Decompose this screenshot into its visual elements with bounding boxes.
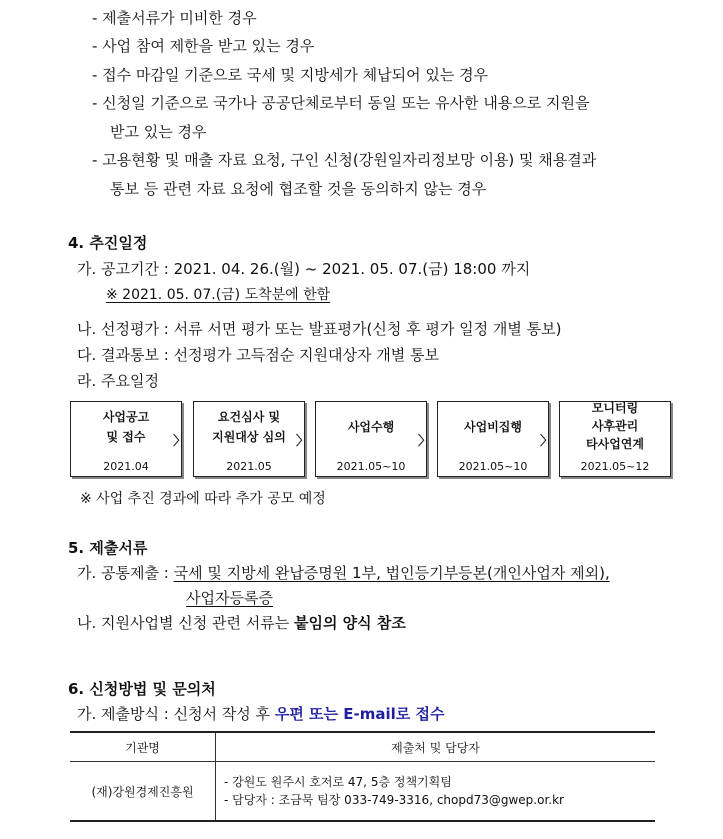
schedule-step: [559, 401, 671, 477]
contact-address: - 강원도 원주시 호저로 47, 5층 정책기획팀: [224, 775, 452, 789]
schedule-item: 라. 주요일정: [77, 372, 159, 390]
section-heading: 4. 추진일정: [68, 234, 148, 252]
schedule-step-date: 2021.05~12: [580, 460, 650, 473]
submission-method-suffix: 로 접수: [395, 705, 445, 723]
common-docs-list: 국세 및 지방세 완납증명원 1부, 법인등기부등본(개인사업자 제외),: [173, 564, 610, 582]
submission-method-email: E-mail: [343, 705, 396, 723]
common-docs-label: 가. 공통제출 :: [77, 564, 174, 582]
exclusion-item-continued: 받고 있는 경우: [110, 123, 207, 141]
schedule-step: [193, 401, 305, 477]
contact-detail: [216, 762, 656, 822]
exclusion-item-continued: 통보 등 관련 자료 요청에 협조할 것을 동의하지 않는 경우: [110, 180, 487, 198]
schedule-step-title: 사업비집행: [464, 420, 522, 434]
section-heading: 5. 제출서류: [68, 539, 148, 557]
contact-table: [70, 731, 655, 822]
result-item: 다. 결과통보 : 선정평가 고득점순 지원대상자 개별 통보: [77, 346, 439, 364]
schedule-step-date: 2021.05~10: [458, 460, 528, 473]
program-docs-label: 나. 지원사업별 신청 관련 서류는: [77, 614, 294, 632]
schedule-step: [315, 401, 427, 477]
table-row: [70, 762, 655, 822]
submission-method-post: 우편 또는: [274, 705, 344, 723]
chevron-right-icon: 〉: [173, 434, 187, 449]
exclusion-item: - 제출서류가 미비한 경우: [92, 9, 257, 27]
period-note: ※ 2021. 05. 07.(금) 도착분에 한함: [106, 287, 331, 303]
schedule-note: ※ 사업 추진 경과에 따라 추가 공모 예정: [80, 491, 326, 507]
exclusion-item: - 접수 마감일 기준으로 국세 및 지방세가 체납되어 있는 경우: [92, 66, 489, 84]
program-docs-item: [77, 612, 406, 633]
contact-person: - 담당자 : 조금묵 팀장 033-749-3316, chopd73@gwep.or.kr: [224, 793, 564, 807]
schedule-step-title: 사업공고 및 접수: [102, 410, 150, 444]
org-name: (재)강원경제진흥원: [70, 762, 216, 822]
submission-method-item: [77, 703, 444, 724]
program-docs-reference: 붙임의 양식 참조: [293, 614, 406, 632]
evaluation-item: 나. 선정평가 : 서류 서면 평가 또는 발표평가(신청 후 평가 일정 개별 통보): [77, 320, 562, 338]
period-item: 가. 공고기간 : 2021. 04. 26.(월) ~ 2021. 05. 07.(금) 18:00 까지: [77, 260, 531, 278]
chevron-right-icon: 〉: [540, 434, 554, 449]
table-header-row: [70, 732, 655, 762]
section-heading: 6. 신청방법 및 문의처: [68, 680, 216, 698]
schedule-step-date: 2021.05: [226, 460, 272, 473]
schedule-step-date: 2021.04: [103, 460, 149, 473]
exclusion-item: - 고용현황 및 매출 자료 요청, 구인 신청(강원일자리정보망 이용) 및 채용결과: [92, 151, 597, 169]
column-header-contact: 제출처 및 담당자: [216, 732, 656, 762]
schedule-step-title: 요건심사 및 지원대상 심의: [212, 410, 286, 444]
common-docs-list-continued: 사업자등록증: [186, 589, 273, 607]
exclusion-item: - 사업 참여 제한을 받고 있는 경우: [92, 37, 315, 55]
schedule-step-date: 2021.05~10: [336, 460, 406, 473]
submission-method-label: 가. 제출방식 : 신청서 작성 후: [77, 705, 275, 723]
column-header-org: 기관명: [70, 732, 216, 762]
schedule-step: [70, 401, 182, 477]
schedule-step-title: 모니터링 사후관리 타사업연계: [586, 401, 644, 451]
chevron-right-icon: 〉: [296, 434, 310, 449]
schedule-step-title: 사업수행: [347, 420, 395, 434]
chevron-right-icon: 〉: [418, 434, 432, 449]
exclusion-item: - 신청일 기준으로 국가나 공공단체로부터 동일 또는 유사한 내용으로 지원을: [92, 94, 590, 112]
schedule-step: [437, 401, 549, 477]
common-docs-item: [77, 562, 610, 583]
